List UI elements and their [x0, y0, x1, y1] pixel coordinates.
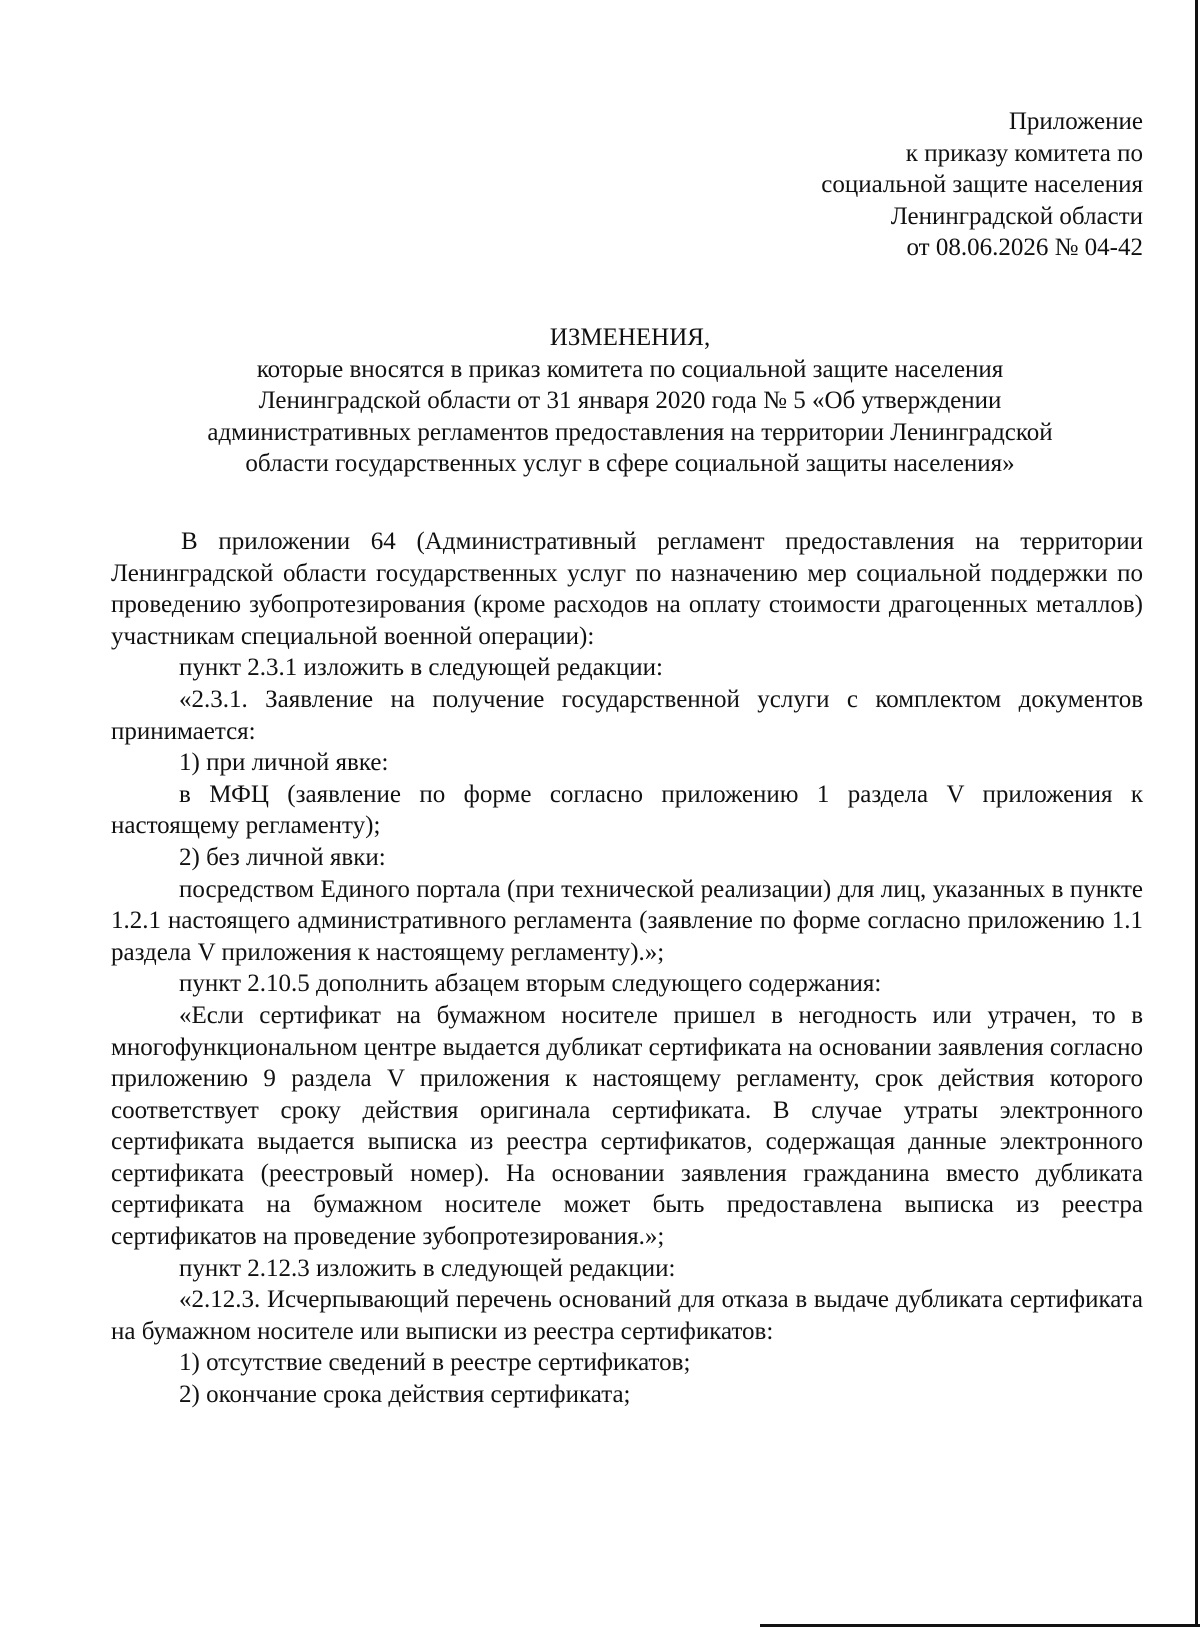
- document-body: [111, 526, 1143, 1411]
- appendix-line-4: Ленинградской области: [890, 202, 1143, 230]
- paragraph: посредством Единого портала (при технической реализации) для лиц, указанных в пункте 1.2.1 настоящего административного регламента (заявление по форме согласно приложению 1.1 раздела V приложения к настоящему регламенту).»;: [111, 875, 1143, 966]
- paragraph: пункт 2.12.3 изложить в следующей редакции:: [179, 1254, 676, 1282]
- heading-line-2: Ленинградской области от 31 января 2020 года № 5 «Об утверждении: [258, 387, 1002, 414]
- heading-line-1: которые вносятся в приказ комитета по социальной защите населения: [256, 355, 1004, 383]
- appendix-line-2: к приказу комитета по: [905, 139, 1143, 167]
- paragraph: пункт 2.10.5 дополнить абзацем вторым следующего содержания:: [179, 970, 882, 998]
- document-heading: [110, 322, 1150, 480]
- appendix-reference-block: [623, 106, 1143, 264]
- paragraph: В приложении 64 (Административный регламент предоставления на территории Ленинградской области государственных услуг по назначению мер социальной поддержки по проведению зубопротезирования (кроме расходов на оплату стоимости драгоценных металлов) участникам специальной военной операции):: [111, 528, 1143, 650]
- appendix-line-3: социальной защите населения: [821, 171, 1143, 198]
- paragraph: «2.12.3. Исчерпывающий перечень оснований для отказа в выдаче дубликата сертификата на бумажном носителе или выписки из реестра сертификатов:: [111, 1286, 1143, 1345]
- paragraph: «Если сертификат на бумажном носителе пришел в негодность или утрачен, то в многофункциональном центре выдается дубликат сертификата на основании заявления согласно приложению 9 раздела V приложения к настоящему регламенту, срок действия которого соответствует сроку действия оригинала сертификата. В случае утраты электронного сертификата выдается выписка из реестра сертификатов, содержащая данные электронного сертификата (реестровый номер). На основании заявления гражданина вместо дубликата сертификата на бумажном носителе может быть предоставлена выписка из реестра сертификатов на проведение зубопротезирования.»;: [111, 1001, 1143, 1251]
- scan-edge-right: [1195, 0, 1198, 1627]
- list-item: 2) без личной явки:: [179, 843, 386, 871]
- paragraph: «2.3.1. Заявление на получение государственной услуги с комплектом документов принимается:: [111, 685, 1143, 745]
- appendix-line-1: Приложение: [1008, 108, 1143, 135]
- heading-line-4: области государственных услуг в сфере социальной защиты населения»: [245, 450, 1015, 477]
- appendix-line-5: от 08.06.2026 № 04-42: [906, 234, 1143, 261]
- heading-line-3: административных регламентов предоставления на территории Ленинградской: [207, 418, 1053, 446]
- list-item: 1) при личной явке:: [179, 749, 389, 777]
- paragraph: пункт 2.3.1 изложить в следующей редакции:: [179, 654, 663, 682]
- paragraph: в МФЦ (заявление по форме согласно приложению 1 раздела V приложения к настоящему регламенту);: [111, 780, 1143, 840]
- list-item: 1) отсутствие сведений в реестре сертификатов;: [179, 1349, 691, 1377]
- list-item: 2) окончание срока действия сертификата;: [179, 1381, 631, 1409]
- heading-title: ИЗМЕНЕНИЯ,: [549, 324, 711, 351]
